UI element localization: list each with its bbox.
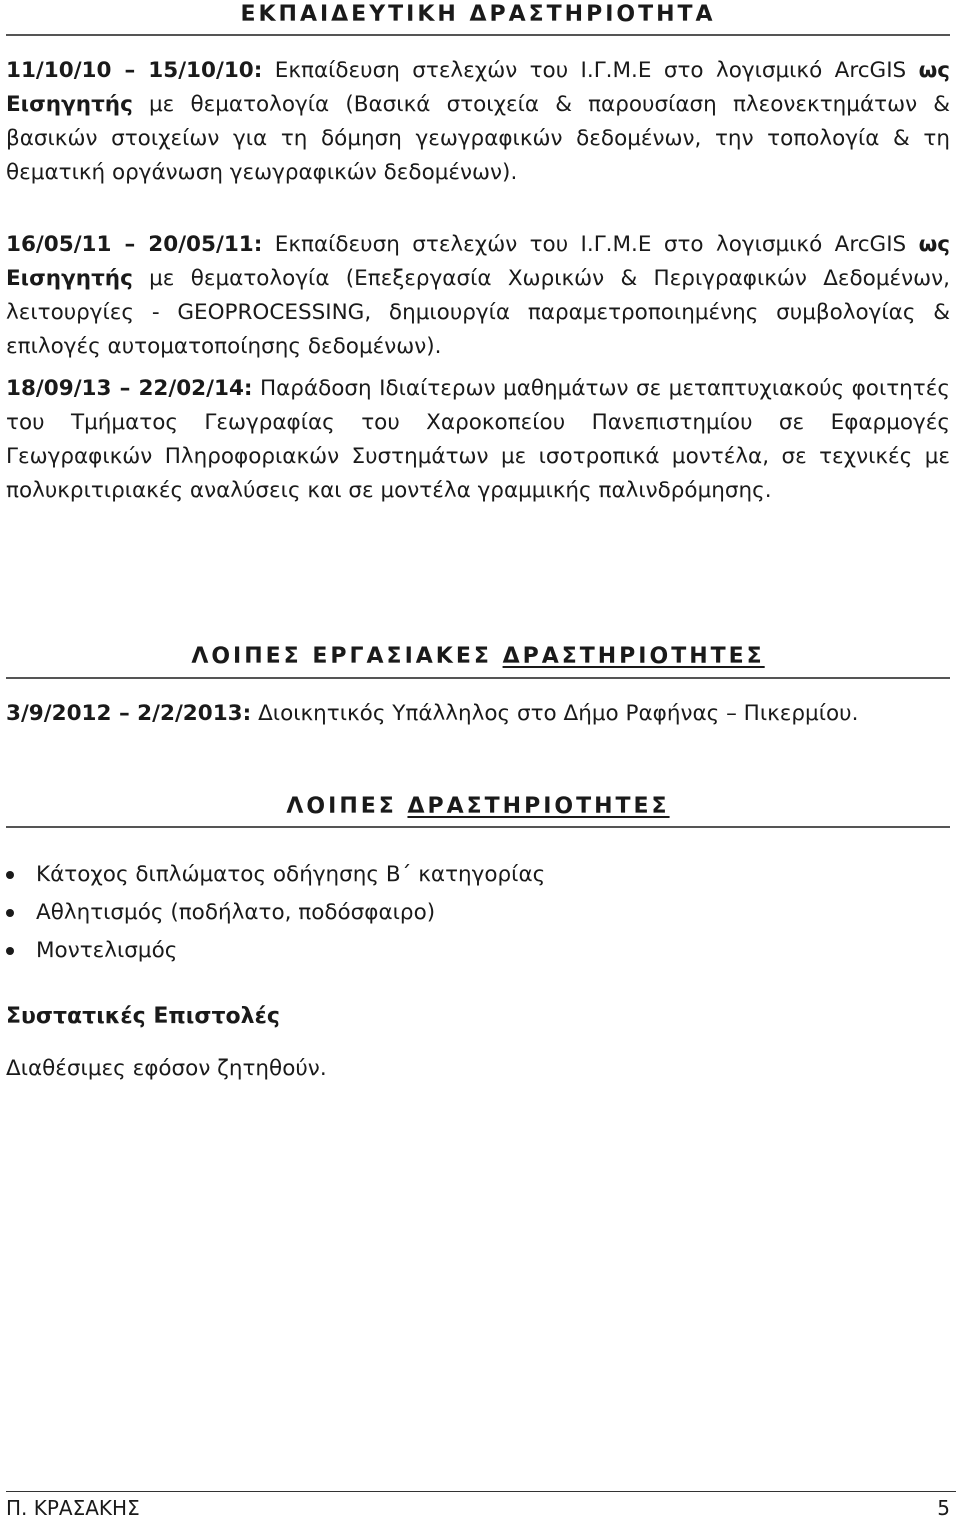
other-work-section-title [6,642,950,672]
entry-text: Διοικητικός Υπάλληλος στο Δήμο Ραφήνας – Πικερμίου. [251,701,859,726]
entry-dates: 11/10/10 – 15/10/10: [6,58,263,83]
education-entry-1 [6,54,950,190]
bullet-icon [6,909,14,917]
other-work-section-header [6,642,950,672]
section-divider [6,34,950,36]
educational-section-header [6,0,950,30]
education-entry-3 [6,372,950,508]
entry-dates: 3/9/2012 – 2/2/2013: [6,701,252,726]
education-entry-2 [6,228,950,364]
other-section-header [6,792,950,822]
entry-text: Παράδοση Ιδιαίτερων μαθημάτων σε μεταπτυχιακούς φοιτητές του Τμήματος Γεωγραφίας του Χαροκοπείου Πανεπιστημίου σε Εφαρμογές Γεωγραφικών Πληροφοριακών Συστημάτων με ισοτροπικά μοντέλα, σε τεχνικές με πολυκριτιριακές αναλύσεις και σε μοντέλα γραμμικής παλινδρόμησης. [6,376,950,503]
list-item-text: Αθλητισμός (ποδήλατο, ποδόσφαιρο) [36,900,436,925]
bullet-icon [6,947,14,955]
entry-text: Εκπαίδευση στελεχών του Ι.Γ.Μ.Ε στο λογισμικό ArcGIS [262,232,919,257]
title-underlined: ΔΡΑΣΤΗΡΙΟΤΗΤΕΣ [502,644,765,669]
title-underlined: ΔΡΑΣΤΗΡΙΟΤΗΤΕΣ [407,794,670,819]
document-page [6,0,950,1519]
footer-divider [6,1491,956,1492]
work-entry [6,697,950,731]
references-text: Διαθέσιμες εφόσον ζητηθούν. [6,1056,327,1081]
educational-section-title: ΕΚΠΑΙΔΕΥΤΙΚΗ ΔΡΑΣΤΗΡΙΟΤΗΤΑ [240,2,716,27]
entry-dates: 18/09/13 – 22/02/14: [6,376,253,401]
page-number: 5 [937,1496,950,1520]
section-divider [6,677,950,679]
other-section-title [6,792,950,822]
list-item-text: Κάτοχος διπλώματος οδήγησης Β΄ κατηγορίας [36,862,546,887]
entry-role: ως Εισηγητής [6,58,951,117]
list-item-text: Μοντελισμός [36,938,178,963]
entry-text-rest: με θεματολογία (Επεξεργασία Χωρικών & Περιγραφικών Δεδομένων, λειτουργίες - GEOPROCESSING, δημιουργία παραμετροποιημένης συμβολογίας & επιλογές αυτοματοποίησης δεδομένων). [6,266,950,359]
entry-dates: 16/05/11 – 20/05/11: [6,232,263,257]
references-title: Συστατικές Επιστολές [6,1004,280,1029]
footer-author: Π. ΚΡΑΣΑΚΗΣ [6,1496,140,1520]
list-item [6,856,545,894]
title-prefix: ΛΟΙΠΕΣ ΕΡΓΑΣΙΑΚΕΣ [191,644,503,669]
activities-list [6,856,545,970]
entry-role: ως Εισηγητής [6,232,951,291]
entry-text-rest: με θεματολογία (Βασικά στοιχεία & παρουσίαση πλεονεκτημάτων & βασικών στοιχείων για τη δόμηση γεωγραφικών δεδομένων, την τοπολογία & τη θεματική οργάνωση γεωγραφικών δεδομένων). [6,92,950,185]
list-item [6,894,545,932]
list-item [6,932,545,970]
title-prefix: ΛΟΙΠΕΣ [286,794,408,819]
entry-text: Εκπαίδευση στελεχών του Ι.Γ.Μ.Ε στο λογισμικό ArcGIS [262,58,919,83]
section-divider [6,826,950,828]
bullet-icon [6,871,14,879]
